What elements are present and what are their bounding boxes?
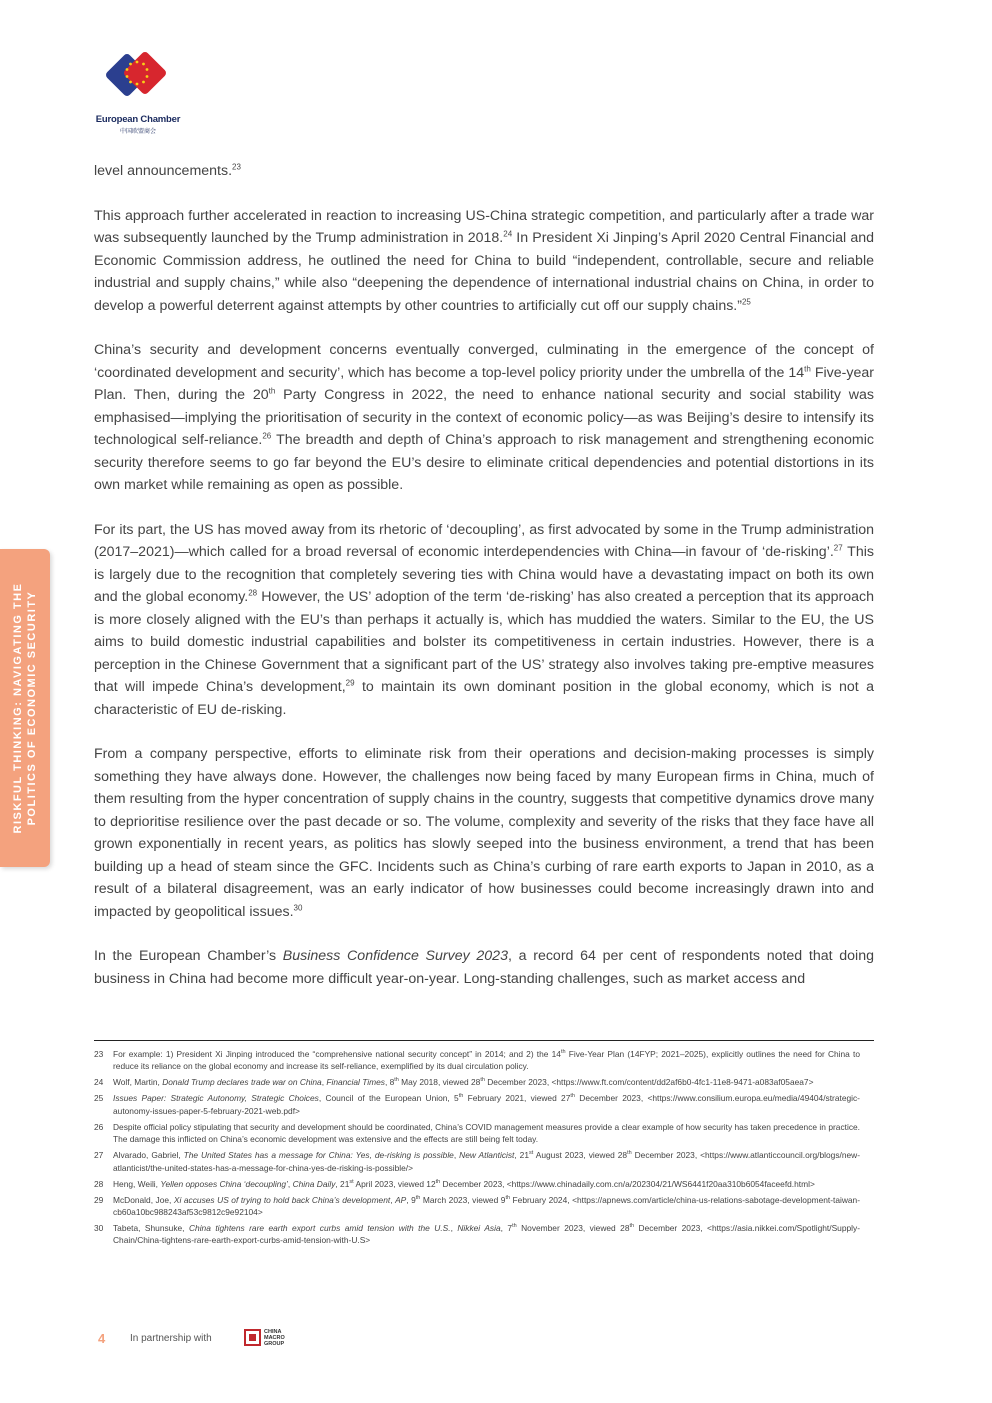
superscript: 24 [503,229,513,239]
text-run: , [287,1178,293,1189]
footnote [94,1076,860,1088]
text-run: , [321,1077,327,1088]
footnote-text [113,1048,860,1073]
superscript: th [512,1223,517,1230]
logo-chinese-name: 中国欧盟商会 [119,129,156,135]
paragraph [94,160,874,183]
superscript: 30 [293,902,303,912]
superscript: th [560,1049,566,1056]
partner-text: In partnership with [130,1333,212,1344]
superscript: th [415,1194,421,1201]
footnote-text [113,1222,860,1247]
text-run: This is largely due to the recognition that completely severing ties with China would have a devastating impact on both its own and the global economy. [94,544,874,605]
italic-text: AP [395,1194,407,1205]
footnote [94,1048,860,1073]
footnote-text [113,1194,860,1219]
text-run: Party Congress in 2022, the need to enhance national security and social stability was emphasised—implying the prioritisation of security in the context of economic policy—as was Beijing’s desire to intensify its technological self-reliance. [94,387,874,448]
text-run: August 2023, viewed 28 [533,1150,628,1161]
text-run: , 21 [335,1178,350,1189]
superscript: th [629,1223,635,1230]
text-run: December 2023, <https://www.atlanticcouncil.org/blogs/new-atlanticist/the-united-states-has-a-message-for-china-yes-de-risking-is-possible/> [113,1150,861,1173]
italic-text: China Daily [292,1178,336,1189]
footnote-divider [94,1040,874,1041]
text-run: McDonald, Joe, [113,1194,174,1205]
superscript: 29 [345,678,355,688]
footnote-number: 30 [94,1223,104,1234]
footnote [94,1178,860,1190]
superscript: th [435,1178,441,1185]
text-run: , 7 [500,1223,513,1234]
text-run: December 2023, <https://www.ft.com/content/dd2af6b0-4fc1-11e8-9471-a083af05aea7> [484,1077,814,1088]
paragraph [94,205,874,318]
superscript: 28 [248,588,258,598]
superscript: th [268,386,276,396]
superscript: st [529,1150,534,1157]
text-run: level announcements. [94,163,233,179]
footnote-number: 26 [94,1121,104,1132]
text-run: March 2023, viewed 9 [420,1194,506,1205]
text-run: , a record 64 per cent of respondents noted that doing business in China had become more difficult year-on-year. Long-standing challenges, such as market access and [94,948,874,987]
text-run: Heng, Weili, [113,1178,161,1189]
section-side-tab [0,549,50,867]
italic-text: China tightens rare earth export curbs amid tension with the U.S. [188,1223,451,1234]
european-chamber-logo [92,44,182,136]
italic-text: New Atlanticist [459,1150,515,1161]
text-run: February 2021, viewed 27 [463,1093,571,1104]
italic-text: Nikkei Asia [457,1223,501,1234]
superscript: th [458,1093,464,1100]
logo-emblem-icon [106,44,168,106]
side-tab-line-1: RISKFUL THINKING: NAVIGATING THE [12,582,24,834]
footnote [94,1222,860,1247]
superscript: 25 [741,296,751,306]
text-run: Alvarado, Gabriel, [113,1150,184,1161]
text-run: Five-Year Plan (14FYP; 2021–2025), explicitly outlines the need for China to reduce its reliance on the global economy and increase its self-reliance, exemplified by its dual circulation policy. [113,1049,860,1072]
text-run: From a company perspective, efforts to eliminate risk from their operations and decision-making processes is simply something they have always done. However, the challenges now being faced by many European firms in China, much of them resulting from the hyper concentration of supply chains in the country, suggests that competitive dynamics drove many to deprioritise resilience over the past decade or so. The volume, complexity and severity of the risks that they face have all grown exponentially in recent years, as politics has slowly seeped into the business environment, a trend that has been building up a head of steam since the GFC. Incidents such as China’s curbing of rare earth exports to Japan in 2010, as a result of a bilateral disagreement, was an early indicator of how businesses could become increasingly drawn into and impacted by geopolitical issues. [94,746,874,920]
footnote-text [113,1092,860,1117]
footnote [94,1092,860,1117]
superscript: st [349,1178,354,1185]
footnote-text [113,1178,860,1190]
text-run: December 2023, <https://www.consilium.europa.eu/media/49404/strategic-autonomy-issues-paper-5-february-2021-web.pdf> [113,1093,860,1116]
text-run: In President Xi Jinping’s April 2020 Central Financial and Economic Commission address, he outlined the need for China to build “independent, controllable, secure and reliable industrial and supply chains,” while also “deepening the dependence of international industrial chains on China, in order to develop a powerful deterrent against attempts by other countries to artificially cut off our supply chains.” [94,230,874,314]
italic-text: Yellen opposes China ‘decoupling’ [160,1178,288,1189]
text-run: However, the US’ adoption of the term ‘de-risking’ has also created a perception that its approach is more closely aligned with the EU’s than perhaps it actually is, which has muddied the waters. Similar to the EU, the US aims to build domestic industrial capabilities and bolster its competitiveness in certain industries. However, there is a perception in the Chinese Government that a significant part of the US’ strategy also involves taking pre-emptive measures that will impede China’s development, [94,589,874,695]
text-run: , Council of the European Union, 5 [318,1093,459,1104]
italic-text: The United States has a message for China: Yes, de-risking is possible [183,1150,454,1161]
text-run: Tabeta, Shunsuke, [113,1223,189,1234]
footnote-number: 29 [94,1194,104,1205]
footnote [94,1121,860,1146]
footnote-number: 23 [94,1049,104,1059]
footnote-number: 27 [94,1150,104,1161]
text-run: to maintain its own dominant position in the global economy, which is not a characteristic of EU de-risking. [94,679,875,718]
italic-text: Issues Paper: Strategic Autonomy, Strategic Choices [113,1093,319,1104]
text-run: This approach further accelerated in reaction to increasing US-China strategic competition, and particularly after a trade war was subsequently launched by the Trump administration in 2018. [94,207,874,246]
italic-text: Donald Trump declares trade war on China [162,1077,322,1088]
text-run: , 9 [406,1194,416,1205]
italic-text: Xi accuses US of trying to hold back China’s development [173,1194,391,1205]
footnote [94,1149,860,1174]
logo-name: European Chamber [95,114,181,125]
footnote-number: 24 [94,1077,104,1088]
footnote-number: 28 [94,1178,104,1189]
footnotes [94,1048,860,1250]
text-run: , 21 [514,1150,529,1161]
footnote-text [113,1121,860,1146]
paragraph [94,945,874,990]
partner-mark-icon [244,1329,261,1346]
superscript: 23 [232,162,241,172]
text-run: , [390,1194,396,1205]
text-run: May 2018, viewed 28 [398,1077,481,1088]
text-run: , [450,1223,458,1234]
italic-text: Financial Times [326,1077,385,1088]
text-run: , [453,1150,460,1161]
text-run: Wolf, Martin, [113,1077,163,1088]
text-run: China’s security and development concerns eventually converged, culminating in the emergence of the concept of ‘coordinated development and security’, which has become a top-level policy priority under the umbrella of the 14 [94,342,874,381]
text-run: April 2023, viewed 12 [353,1178,436,1189]
text-run: , 8 [384,1077,395,1088]
superscript: th [480,1077,485,1084]
text-run: For example: 1) President Xi Jinping introduced the “comprehensive national security concept” in 2014; and 2) the 14 [113,1049,561,1059]
text-run: December 2023, <https://asia.nikkei.com/Spotlight/Supply-Chain/China-tightens-rare-earth-export-curbs-amid-tension-with-U.S> [113,1223,860,1246]
text-run: December 2023, <https://www.chinadaily.com.cn/a/202304/21/WS6441f20aa310b6054faceefd.html> [440,1178,815,1189]
superscript: 27 [833,543,843,553]
footnote [94,1194,860,1219]
paragraph [94,743,874,923]
superscript: th [394,1077,399,1084]
paragraph [94,519,874,722]
text-run: Five-year Plan. Then, during the 20 [94,364,874,403]
superscript: th [570,1093,575,1100]
page-number: 4 [98,1331,106,1346]
side-tab-line-2: POLITICS OF ECONOMIC SECURITY [26,590,38,826]
body-text [94,160,874,1012]
superscript: 26 [262,431,272,441]
china-macro-group-logo [244,1329,290,1349]
partner-logo-text: CHINA MACRO GROUP [264,1329,285,1347]
text-run: The breadth and depth of China’s approach to risk management and strengthening economic security therefore seems to go far beyond the EU’s desire to eliminate critical dependencies and potential distortions in its own market while remaining as open as possible. [94,432,874,493]
text-run: For its part, the US has moved away from its rhetoric of ‘decoupling’, as first advocated by some in the Trump administration (2017–2021)—which called for a broad reversal of economic interdependencies with China—in favour of ‘de-risking’. [94,521,874,560]
paragraph [94,339,874,497]
footnote-number: 25 [94,1093,104,1104]
text-run: Despite official policy stipulating that security and development should be coordinated, China’s COVID management measures provide a clear example of how security has taken precedence in practice. The damage this inflicted on China’s economic development was extensive and the effects are still being felt today. [113,1121,860,1145]
superscript: th [804,363,811,373]
footnote-text [113,1149,860,1174]
text-run: November 2023, viewed 28 [516,1223,630,1234]
text-run: February 2024, <https://apnews.com/article/china-us-relations-sabotage-development-taiwan-cb60a10bc988243af53c9812c9e92104> [113,1194,861,1218]
footnote-text [113,1076,860,1088]
italic-text: Business Confidence Survey 2023 [282,948,508,964]
superscript: th [627,1150,632,1157]
section-side-tab-label [11,558,39,858]
text-run: In the European Chamber’s [94,948,283,964]
superscript: th [505,1194,511,1201]
